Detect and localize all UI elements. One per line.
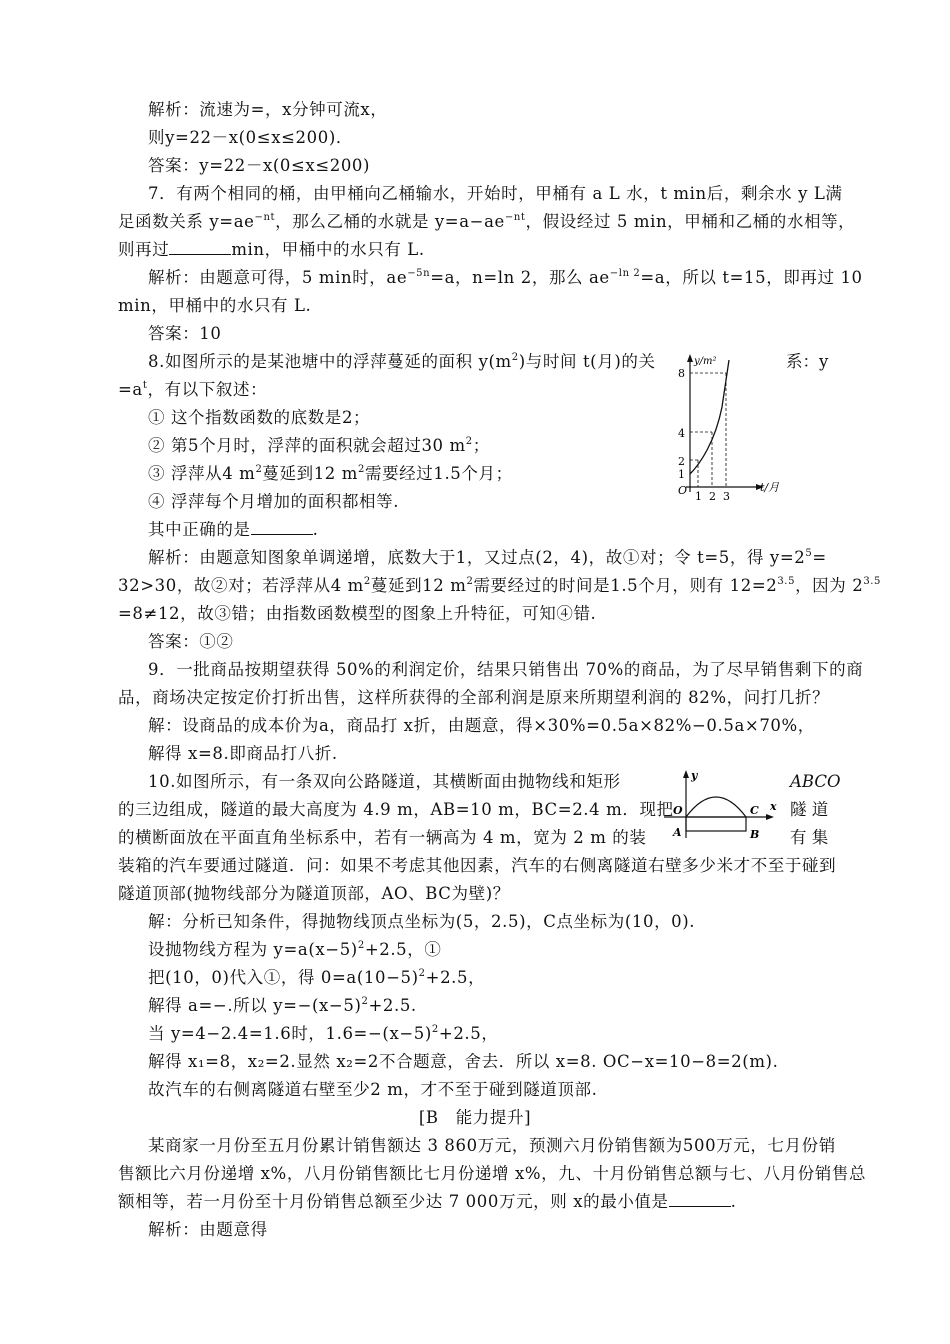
x-tick-1: 1 [695,490,702,502]
answer-8: 答案：①② [148,632,234,651]
y-axis-arrow [687,354,693,362]
solution-10-line: 故汽车的右侧离隧道右壁至少2 m，才不至于碰到隧道顶部. [148,1080,598,1099]
question-b-line: 某商家一月份至五月份累计销售额达 3 860万元，预测六月份销售额为500万元，七月份销 [148,1136,836,1155]
question-7-line: 足函数关系 $y=ae^{-nt}$，那么乙桶的水就是 $y=a-ae^{-nt}$，假设经过 5 min，甲桶和乙桶的水相等， [118,212,856,231]
x-axis-label: t/月 [760,481,780,494]
y-tick-4: 4 [678,427,685,440]
question-8-wrap-text: 系：y [786,352,829,371]
point-A-label: A [673,826,682,839]
analysis-7-line: 解析：由题意可得，5 min时，$ae^{-5n}=a$，n=ln 2，那么 $ae^{-ln 2}=a$，所以 t=15，即再过 10 [148,268,863,287]
analysis-8-line: 解析：由题意知图象单调递增，底数大于1，又过点(2，4)，故①对；令 t=5，得 $y=2^5=$ [148,548,827,567]
solution-9-line: 解得 x=8.即商品打八折. [148,744,338,763]
analysis-7-line: min，甲桶中的水只有 L. [118,296,312,315]
y-axis-arrow [683,770,689,778]
question-10-wrap-text: ABCO [790,772,841,791]
x-axis-arrow [766,814,774,820]
tunnel-parabola [686,797,746,817]
x-tick-3: 3 [723,490,730,502]
question-10-line: 的横断面放在平面直角坐标系中，若有一辆高为 4 m，宽为 2 m 的装 [118,828,647,847]
question-9-line: 9．一批商品按期望获得 50%的利润定价，结果只销售出 70%的商品，为了尽早销售剩下的商 [148,660,864,679]
section-heading-b: [B 能力提升] [418,1108,532,1127]
exponential-graph-figure [660,352,790,502]
question-10-line: 隧道顶部(抛物线部分为隧道顶部，AO、BC为壁)？ [118,884,510,903]
question-b-line: 额相等，若一月份至十月份销售总额至少达 7 000万元，则 x的最小值是 . [118,1192,737,1211]
answer-line: 答案：y=22－x(0≤x≤200) [148,156,371,175]
origin-label: O [678,484,688,497]
statement-4: ④ 浮萍每个月增加的面积都相等. [148,492,400,511]
point-O-label: O [673,804,683,817]
solution-10-line: 当 y=4−2.4=1.6时，$1.6=-(x-5)^2+2.5$， [148,1024,499,1043]
x-axis-label: x [770,800,777,813]
question-10-line: 的三边组成，隧道的最大高度为 4.9 m，AB=10 m，BC=2.4 m．现把 [118,800,674,819]
y-axis-label: y [691,769,698,782]
analysis-8-line: =8≠12，故③错；由指数函数模型的图象上升特征，可知④错. [118,604,597,623]
analysis-8-line: 32>30，故②对；若浮萍从4 $m^2$蔓延到12 $m^2$需要经过的时间是1.5个月，则有 $12=2^{3.5}$，因为 $2^{3.5}$ [118,576,882,595]
answer-blank [251,520,313,535]
point-B-label: B [750,828,760,840]
y-tick-8: 8 [678,367,685,380]
analysis-b-line: 解析：由题意得 [148,1220,268,1239]
exponential-curve [690,360,729,474]
point-C-label: C [750,804,759,817]
solution-10-line: 解得 a=−.所以 $y=-(x-5)^2+2.5$. [148,996,417,1015]
question-9-line: 品，商场决定按定价打折出售，这样所获得的全部利润是原来所期望利润的 82%，问打几折？ [118,688,830,707]
statement-3: ③ 浮萍从4 $m^2$蔓延到12 $m^2$需要经过1.5个月； [148,464,513,483]
solution-10-line: 设抛物线方程为 $y=a(x-5)^2+2.5$，① [148,940,442,959]
answer-7: 答案：10 [148,324,222,343]
question-8-line: 其中正确的是 . [148,520,319,539]
question-8-line: $=a^t$，有以下叙述： [118,380,268,399]
question-8-line: 8.如图所示的是某池塘中的浮萍蔓延的面积 $y(m^2)$与时间 t(月)的关 [148,352,656,371]
answer-blank [669,1192,731,1207]
tunnel-figure [660,768,785,840]
question-10-line: 10.如图所示，有一条双向公路隧道，其横断面由抛物线和矩形 [148,772,621,791]
y-tick-2: 2 [678,455,685,468]
question-10-line: 装箱的汽车要通过隧道．问：如果不考虑其他因素，汽车的右侧离隧道右壁多少米才不至于碰到 [118,856,837,875]
solution-10-line: 解：分析已知条件，得抛物线顶点坐标为(5，2.5)，C点坐标为(10，0). [148,912,696,931]
question-7-line: 7．有两个相同的桶，由甲桶向乙桶输水，开始时，甲桶有 a L 水，t min后，剩余水 y L满 [148,184,843,203]
question-b-line: 售额比六月份递增 x%，八月份销售额比七月份递增 x%，九、十月份销售总额与七、八月份销售总 [118,1164,867,1183]
analysis-line: 解析：流速为=，x分钟可流x， [148,100,388,119]
solution-9-line: 解：设商品的成本价为a，商品打 x折，由题意，得×30%=0.5a×82%−0.5a×70%， [148,716,815,735]
solution-10-line: 把(10，0)代入①，得 $0=a(10-5)^2+2.5$， [148,968,486,987]
y-tick-1: 1 [678,468,685,481]
analysis-line: 则y=22－x(0≤x≤200)． [148,128,353,147]
answer-blank [169,240,231,255]
question-7-line: 则再过 min，甲桶中的水只有 L. [118,240,425,259]
question-10-wrap-text: 隧 道 [790,800,829,819]
y-axis-label: y/m² [694,356,717,367]
question-10-wrap-text: 有 集 [790,828,829,847]
solution-10-line: 解得 x₁=8，x₂=2.显然 x₂=2不合题意，舍去．所以 x=8. OC−x=10−8=2(m). [148,1052,779,1071]
tunnel-rectangle [686,817,746,831]
statement-1: ① 这个指数函数的底数是2； [148,408,371,427]
x-tick-2: 2 [709,490,716,502]
statement-2: ② 第5个月时，浮萍的面积就会超过30 $m^2$； [148,436,490,455]
